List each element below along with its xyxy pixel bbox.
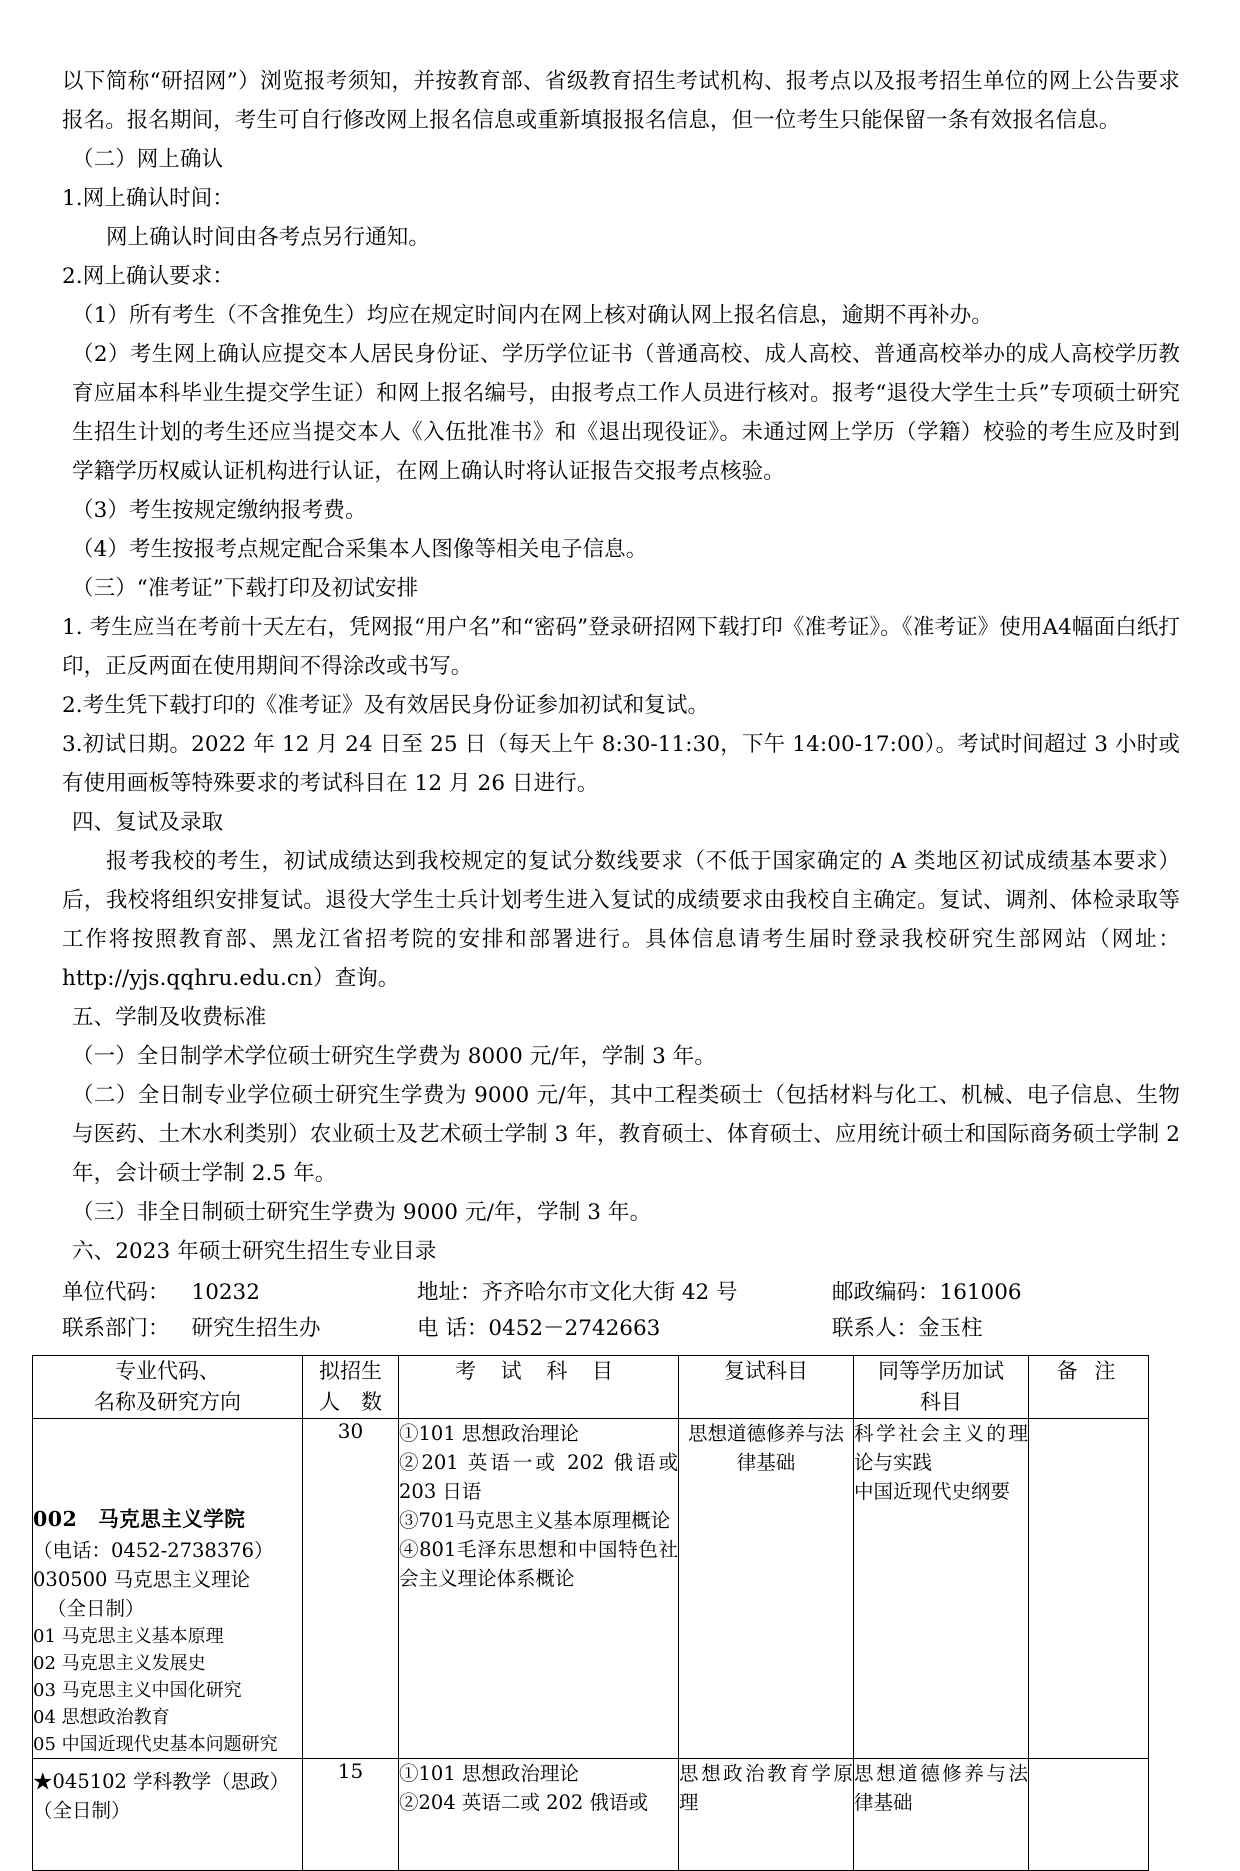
row1-major-code: 030500 马克思主义理论 <box>33 1568 251 1591</box>
contact-person-label: 联系人： <box>832 1316 919 1341</box>
contact-person-value: 金玉柱 <box>918 1316 983 1341</box>
paragraph-19: （三）非全日制硕士研究生学费为 9000 元/年，学制 3 年。 <box>72 1200 652 1225</box>
paragraph-18: （二）全日制专业学位硕士研究生学费为 9000 元/年，其中工程类硕士（包括材料与化工、机械、电子信息、生物与医药、土木水利类别）农业硕士及艺术硕士学制 3 年，教育硕士、体育硕士、应用统计硕士和国际商务硕士学制 2 年，会计硕士学制 2.5 年。 <box>72 1083 1180 1186</box>
department-value: 研究生招生办 <box>191 1316 321 1341</box>
row2-major-cell <box>33 1759 303 1871</box>
row2-exam-1: ①101 思想政治理论 <box>399 1762 579 1785</box>
row1-exam-cell <box>399 1419 679 1759</box>
row1-direction-3: 03 马克思主义中国化研究 <box>33 1680 242 1701</box>
row2-equivalent-cell: 思想道德修养与法律基础 <box>854 1759 1029 1871</box>
paragraph-1: 以下简称“研招网”）浏览报考须知，并按教育部、省级教育招生考试机构、报考点以及报考招生单位的网上公告要求报名。报名期间，考生可自行修改网上报名信息或重新填报报名信息，但一位考生只能保留一条有效报名信息。 <box>62 69 1180 133</box>
row1-exam-2: ②201 英语一或 202 俄语或 203 日语 <box>399 1451 678 1503</box>
header-retest-subjects: 复试科目 <box>679 1356 854 1419</box>
row1-retest-cell: 思想道德修养与法律基础 <box>679 1419 854 1759</box>
row1-department-title: 002 马克思主义学院 <box>33 1507 246 1531</box>
paragraph-4: 网上确认时间由各考点另行通知。 <box>106 225 431 250</box>
table-row <box>33 1419 1149 1759</box>
row1-direction-5: 05 中国近现代史基本问题研究 <box>33 1734 278 1755</box>
phone-value: 0452－2742663 <box>488 1316 661 1341</box>
paragraph-8: （3）考生按规定缴纳报考费。 <box>72 498 367 523</box>
header-major-code <box>33 1356 303 1419</box>
header-equivalent-line2: 科目 <box>920 1390 962 1414</box>
row1-study-mode: （全日制） <box>47 1597 145 1620</box>
department-label: 联系部门： <box>62 1316 170 1341</box>
phone-field <box>417 1311 832 1347</box>
header-quota-line1: 拟招生 <box>319 1359 382 1383</box>
row1-equivalent-cell <box>854 1419 1029 1759</box>
header-exam-subjects: 考 试 科 目 <box>399 1356 679 1419</box>
section-heading-four: 四、复试及录取 <box>72 810 224 835</box>
header-quota-line2: 人 数 <box>319 1390 382 1414</box>
paragraph-12: 2.考生凭下载打印的《准考证》及有效居民身份证参加初试和复试。 <box>62 693 710 718</box>
header-major-code-line2: 名称及研究方向 <box>94 1390 241 1414</box>
unit-code-label: 单位代码： <box>62 1280 170 1305</box>
section-heading-five: 五、学制及收费标准 <box>72 1005 267 1030</box>
header-equivalent-line1: 同等学历加试 <box>878 1359 1004 1383</box>
header-equivalent-subjects <box>854 1356 1029 1419</box>
row2-quota-cell: 15 <box>303 1759 399 1871</box>
row1-exam-1: ①101 思想政治理论 <box>399 1422 579 1445</box>
contact-row-2 <box>62 1311 1180 1347</box>
row1-major-cell <box>33 1419 303 1759</box>
table-header-row <box>33 1356 1149 1419</box>
postcode-field <box>832 1275 1180 1311</box>
row2-top-spacer <box>33 1759 302 1767</box>
header-major-code-line1: 专业代码、 <box>115 1359 220 1383</box>
row2-remarks-cell <box>1029 1759 1149 1871</box>
paragraph-6: （1）所有考生（不含推免生）均应在规定时间内在网上核对确认网上报名信息，逾期不再补办。 <box>72 303 993 328</box>
contact-block <box>62 1275 1180 1347</box>
row1-exam-4: ④801毛泽东思想和中国特色社会主义理论体系概论 <box>399 1538 678 1590</box>
address-field <box>417 1275 832 1311</box>
phone-label: 电 话： <box>417 1316 489 1341</box>
paragraph-9: （4）考生按报考点规定配合采集本人图像等相关电子信息。 <box>72 537 648 562</box>
paragraph-11: 1. 考生应当在考前十天左右，凭网报“用户名”和“密码”登录研招网下载打印《准考证》。《准考证》使用A4幅面白纸打印，正反两面在使用期间不得涂改或书写。 <box>62 615 1180 679</box>
paragraph-15: 报考我校的考生，初试成绩达到我校规定的复试分数线要求（不低于国家确定的 A 类地区初试成绩基本要求）后，我校将组织安排复试。退役大学生士兵计划考生进入复试的成绩要求由我校自主确定。复试、调剂、体检录取等工作将按照教育部、黑龙江省招考院的安排和部署进行。具体信息请考生届时登录我校研究生部网站（网址：http://yjs.qqhru.edu.cn）查询。 <box>62 849 1180 991</box>
row1-exam-3: ③701马克思主义基本原理概论 <box>399 1509 671 1532</box>
paragraph-2: （二）网上确认 <box>72 147 224 172</box>
unit-code-value: 10232 <box>191 1280 260 1305</box>
address-label: 地址： <box>417 1280 482 1305</box>
contact-row-1 <box>62 1275 1180 1311</box>
row1-top-spacer <box>33 1419 302 1505</box>
department-field <box>62 1311 417 1347</box>
paragraph-5: 2.网上确认要求： <box>62 264 234 289</box>
row2-major-code: ★045102 学科教学（思政）（全日制） <box>33 1770 290 1822</box>
row2-exam-cell <box>399 1759 679 1871</box>
row2-retest-cell: 思想政治教育学原理 <box>679 1759 854 1871</box>
row1-direction-4: 04 思想政治教育 <box>33 1707 170 1728</box>
header-quota <box>303 1356 399 1419</box>
table-row <box>33 1759 1149 1871</box>
document-body <box>62 62 1180 1271</box>
contact-person-field <box>832 1311 1180 1347</box>
row1-quota-cell: 30 <box>303 1419 399 1759</box>
section-heading-six: 六、2023 年硕士研究生招生专业目录 <box>72 1239 437 1264</box>
paragraph-13: 3.初试日期。2022 年 12 月 24 日至 25 日（每天上午 8:30-11:30，下午 14:00-17:00）。考试时间超过 3 小时或有使用画板等特殊要求的考试科目在 12 月 26 日进行。 <box>62 732 1180 796</box>
paragraph-3: 1.网上确认时间： <box>62 186 234 211</box>
row1-equivalent-1: 科学社会主义的理论与实践 <box>854 1422 1028 1474</box>
paragraph-17: （一）全日制学术学位硕士研究生学费为 8000 元/年，学制 3 年。 <box>72 1044 716 1069</box>
postcode-label: 邮政编码： <box>832 1280 940 1305</box>
row2-exam-2: ②204 英语二或 202 俄语或 <box>399 1791 649 1814</box>
unit-code-field <box>62 1275 417 1311</box>
row1-remarks-cell <box>1029 1419 1149 1759</box>
header-remarks: 备 注 <box>1029 1356 1149 1419</box>
paragraph-7: （2）考生网上确认应提交本人居民身份证、学历学位证书（普通高校、成人高校、普通高校举办的成人高校学历教育应届本科毕业生提交学生证）和网上报名编号，由报考点工作人员进行核对。报考“退役大学生士兵”专项硕士研究生招生计划的考生还应当提交本人《入伍批准书》和《退出现役证》。未通过网上学历（学籍）校验的考生应及时到学籍学历权威认证机构进行认证，在网上确认时将认证报告交报考点核验。 <box>72 342 1180 484</box>
row1-direction-1: 01 马克思主义基本原理 <box>33 1626 224 1647</box>
address-value: 齐齐哈尔市文化大街 42 号 <box>481 1280 738 1305</box>
row1-direction-2: 02 马克思主义发展史 <box>33 1653 206 1674</box>
row1-equivalent-2: 中国近现代史纲要 <box>854 1480 1011 1503</box>
row1-department-phone: （电话：0452-2738376） <box>33 1539 274 1562</box>
majors-catalog-table <box>32 1355 1149 1871</box>
paragraph-10: （三）“准考证”下载打印及初试安排 <box>72 576 419 601</box>
postcode-value: 161006 <box>939 1280 1022 1305</box>
